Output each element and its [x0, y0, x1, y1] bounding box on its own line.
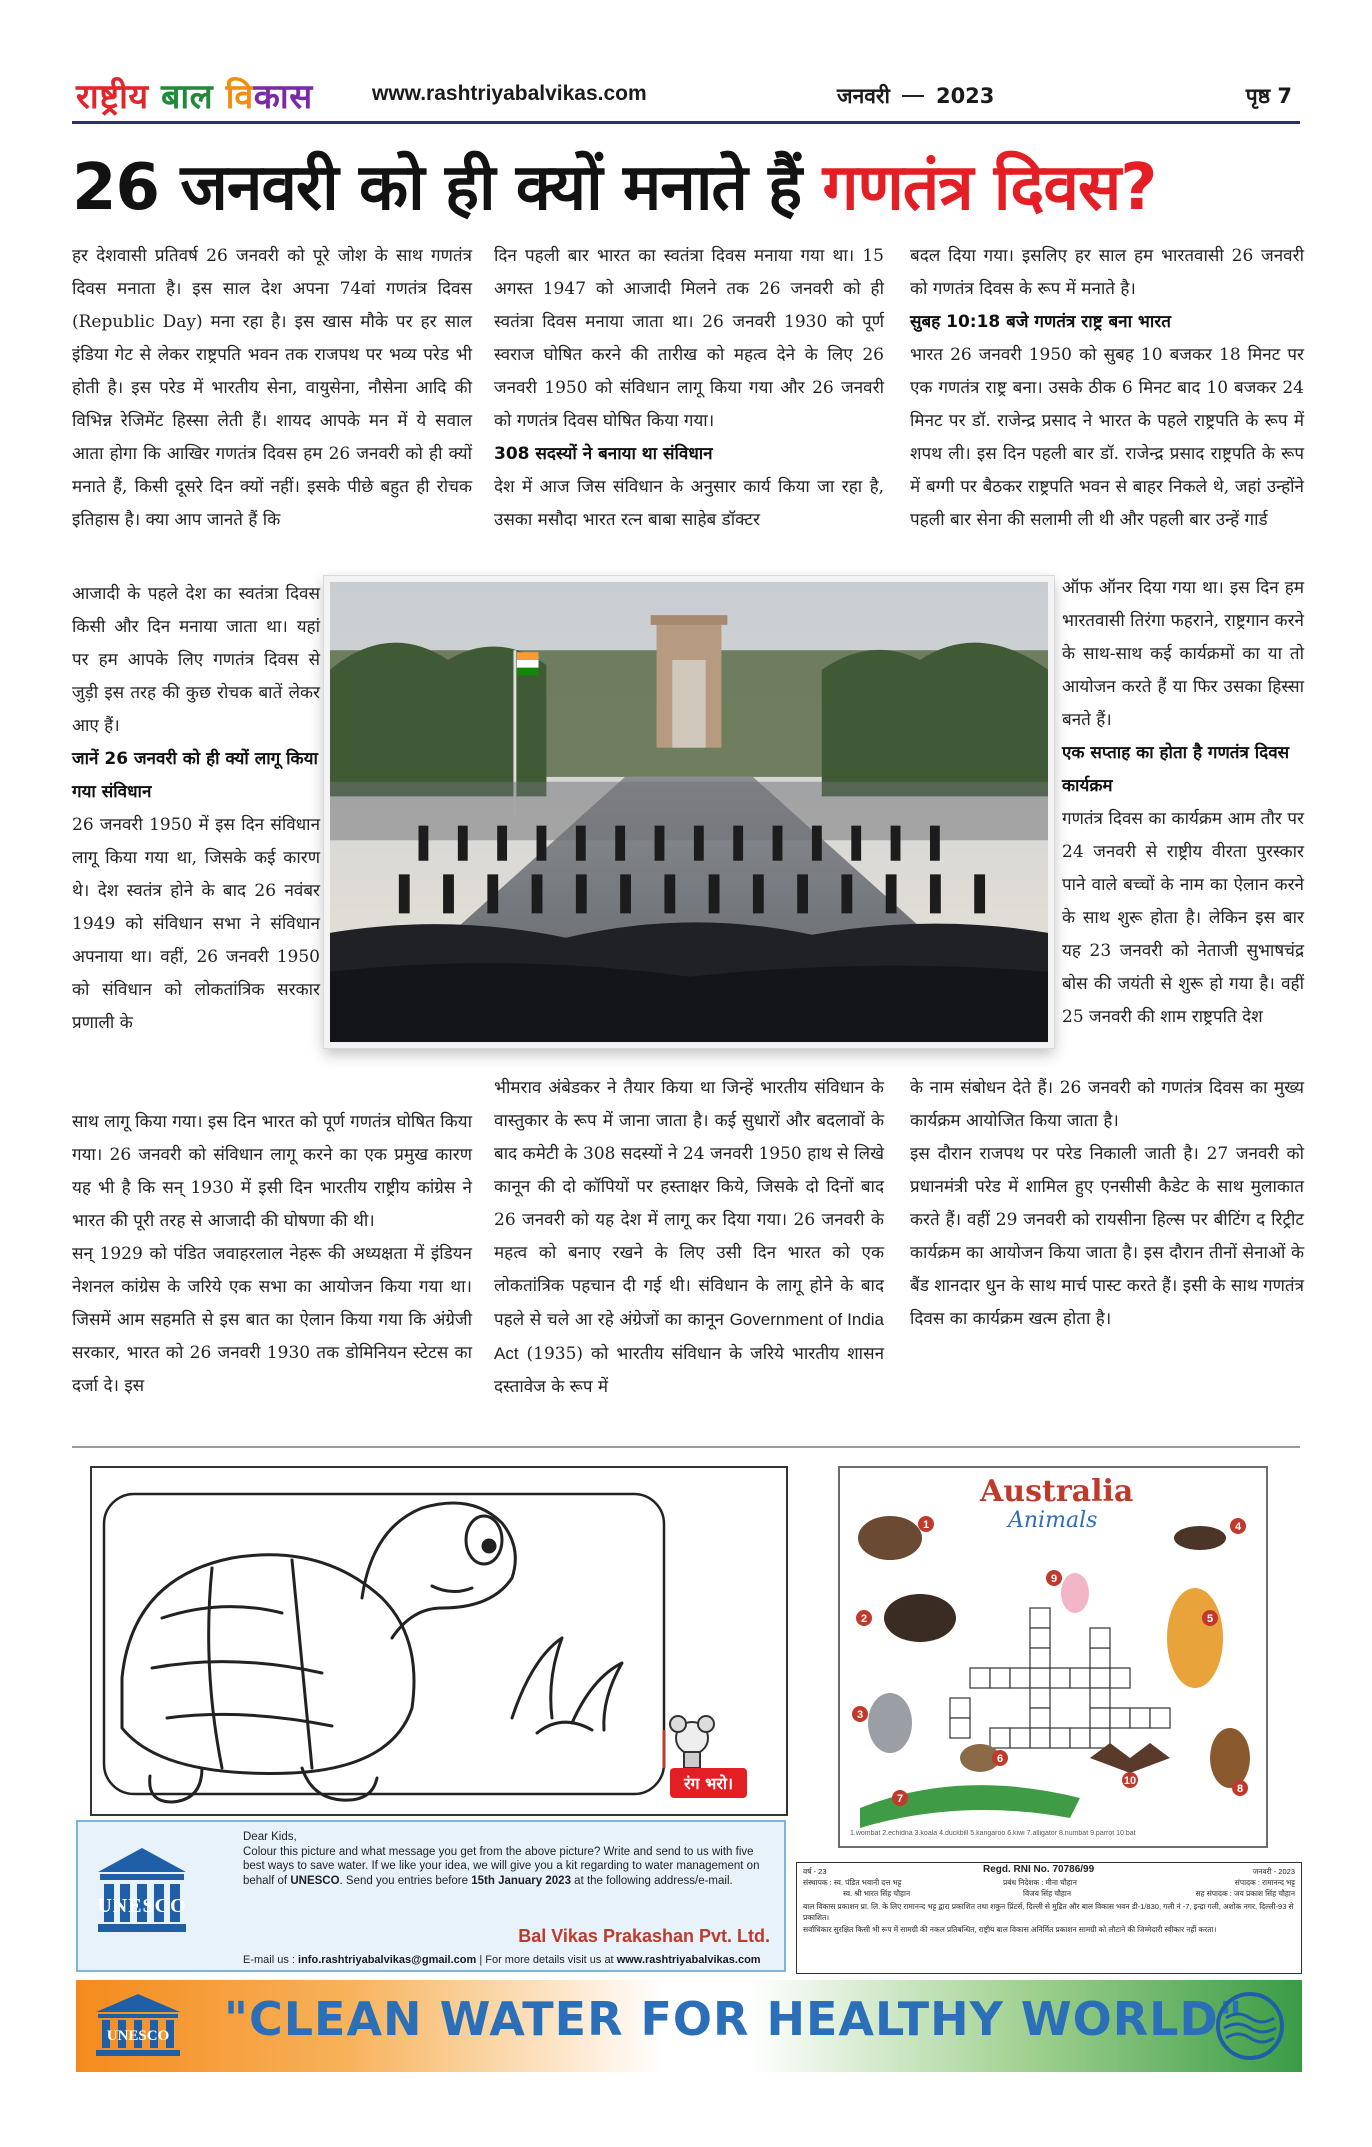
newspaper-logo[interactable]: राष्ट्रीय बाल विकास — [76, 77, 313, 117]
puzzle-number: 5 — [1206, 1613, 1214, 1625]
issue-year: 2023 — [935, 84, 995, 108]
paragraph: 26 जनवरी 1950 में इस दिन संविधान लागू किया गया था, जिसके कई कारण थे। देश स्वतंत्र होने के बाद 26 नवंबर 1949 को संविधान सभा ने संविधान अपनाया था। वहीं, 26 जनवरी 1950 को संविधान को लोकतांत्रिक सरकार प्रणाली के — [72, 815, 320, 1033]
kangaroo-drawing — [1167, 1588, 1223, 1688]
water-ring-icon — [1214, 1990, 1286, 2062]
paragraph: गणतंत्र दिवस का कार्यक्रम आम तौर पर 24 जनवरी से राष्ट्रीय वीरता पुरस्कार पाने वाले बच्चों के नाम का ऐलान करने के साथ शुरू होता है। लेकिन इस बार यह 23 जनवरी को नेताजी सुभाषचंद्र बोस की जयंती से शुरू हो गया है। वहीं 25 जनवरी की शाम राष्ट्रपति देश — [1062, 809, 1304, 1027]
letter-body — [243, 1830, 773, 1888]
article-column-2-top — [494, 240, 884, 537]
paragraph: इस दौरान राजपथ पर परेड निकाली जाती है। 27 जनवरी को प्रधानमंत्री परेड में शामिल हुए एनसीसी कैडेट के साथ मुलाकात करते हैं। वहीं 29 जनवरी को रायसीना हिल्स पर बीटिंग द रिट्रीट कार्यक्रम का आयोजन किया जाता है। इस दौरान तीनों सेनाओं के बैंड शानदार धुन के साथ मार्च पास्ट करते हैं। इसी के साथ गणतंत्र दिवस का कार्यक्रम खत्म होता है। — [910, 1144, 1304, 1329]
numbat-drawing — [1210, 1728, 1250, 1788]
imprint-row: स्व. श्री भारत सिंह चौहान विजय सिंह चौहान सह संपादक : जय प्रकाश सिंह चौहान — [843, 1889, 1295, 1898]
puzzle-number: 1 — [922, 1519, 930, 1531]
australia-animals-puzzle[interactable] — [838, 1466, 1268, 1848]
wombat-drawing — [858, 1516, 922, 1560]
letter-greeting: Dear Kids, — [243, 1831, 297, 1843]
puzzle-number: 8 — [1236, 1783, 1244, 1795]
section-divider — [72, 1446, 1300, 1448]
article-column-1-bottom — [72, 1106, 472, 1403]
headline-red: गणतंत्र दिवस? — [822, 151, 1157, 225]
website-footer-link[interactable]: www.rashtriyabalvikas.com — [616, 1954, 761, 1966]
colour-badge: रंग भरो। — [670, 1768, 747, 1798]
article-column-3-middle — [1062, 572, 1304, 1034]
article-column-3-top — [910, 240, 1304, 537]
subheading: 308 सदस्यों ने बनाया था संविधान — [494, 444, 713, 464]
article-column-1-middle — [72, 578, 320, 1040]
puzzle-subtitle: Animals — [1008, 1508, 1098, 1533]
issue-month: जनवरी — [837, 84, 890, 108]
email-link[interactable]: info.rashtriyabalvikas@gmail.com — [298, 1954, 477, 1966]
banner-logo-text: UNESCO — [106, 2028, 170, 2044]
letter-paragraph: Colour this picture and what message you get from the above picture? Write and send to us with five best ways to save water. If we like your idea, we will give you a kit regarding to water management on behalf of UNESCO. Send you entries before 15th January 2023 at the following address/e-mail. — [243, 1845, 760, 1887]
article-column-3-bottom — [910, 1072, 1304, 1336]
headline-black: 26 जनवरी को ही क्यों मनाते हैं — [72, 151, 802, 225]
parrot-drawing — [1061, 1573, 1089, 1613]
paragraph: साथ लागू किया गया। इस दिन भारत को पूर्ण गणतंत्र घोषित किया गया। 26 जनवरी को संविधान लागू करने का एक प्रमुख कारण यह भी है कि सन् 1930 में इसी दिन भारतीय राष्ट्रीय कांग्रेस ने भारत की पूरी तरह से आजादी की घोषणा की थी। — [72, 1112, 472, 1231]
puzzle-number: 9 — [1050, 1573, 1058, 1585]
imprint-address: बाल विकास प्रकाशन प्रा. लि. के लिए रामानन्द भट्ट द्वारा प्रकाशित तथा शकुन प्रिंटर्स, दिल्ली से मुद्रित और बाल विकास भवन डी-1/830, गली नं -7, इन्द्रा गली, अशोक नगर, दिल्ली-93 से प्रकाशित। — [803, 1902, 1294, 1922]
unesco-letter-box — [76, 1820, 786, 1972]
paragraph: भीमराव अंबेडकर ने तैयार किया था जिन्हें भारतीय संविधान के वास्तुकार के रूप में जाना जाता है। कई सुधारों और बदलावों के बाद कमेटी के 308 सदस्यों ने 24 जनवरी 1950 हाथ से लिखे कानून की दो कॉपियों पर हस्ताक्षर किये, जिसके दो दिनों बाद 26 जनवरी को यह देश में लागू कर दिया गया। 26 जनवरी के महत्व को बनाए रखने के लिए उसी दिन भारत को एक लोकतांत्रिक पहचान दी गई थी। संविधान के लागू होने के बाद पहले से चले आ रहे अंग्रेजों का कानून Government of India Act (1935) को भारतीय संविधान के जरिये भारतीय शासन दस्तावेज के रूप में — [494, 1078, 885, 1397]
clean-water-banner — [76, 1980, 1302, 2072]
echidna-drawing — [884, 1594, 956, 1642]
tortoise-outline — [92, 1468, 788, 1816]
paragraph: दिन पहली बार भारत का स्वतंत्रा दिवस मनाया गया था। 15 अगस्त 1947 को आजादी मिलने तक 26 जनवरी को ही स्वतंत्रा दिवस मनाया जाता था। 26 जनवरी 1930 को पूर्ण स्वराज घोषित करने की तारीख को महत्व देने के लिए 26 जनवरी 1950 को संविधान लागू किया गया और 26 जनवरी को गणतंत्र दिवस घोषित किया गया। — [494, 246, 884, 431]
subheading: सुबह 10:18 बजे गणतंत्र राष्ट्र बना भारत — [910, 312, 1171, 332]
website-link[interactable]: www.rashtriyabalvikas.com — [372, 82, 647, 105]
paragraph: ऑफ ऑनर दिया गया था। इस दिन हम भारतवासी तिरंगा फहराने, राष्ट्रगान करने के साथ-साथ कई कार्यक्रमों का या तो आयोजन करते हैं या फिर उसका हिस्सा बनते हैं। — [1062, 578, 1304, 730]
puzzle-title: Australia — [980, 1474, 1134, 1509]
unesco-temple-icon — [92, 1842, 192, 1942]
imprint-row: संस्थापक : स्व. पंडित भवानी दत्त भट्ट प्रबंध निदेशक : मीना चौहान संपादक : रामानन्द भट्ट — [803, 1878, 1295, 1887]
puzzle-number: 3 — [856, 1709, 864, 1721]
paragraph: सन् 1929 को पंडित जवाहरलाल नेहरू की अध्यक्षता में इंडियन नेशनल कांग्रेस के जरिये एक सभा का आयोजन किया गया था। जिसमें आम सहमति से इस बात का ऐलान किया गया कि अंग्रेजी सरकार, भारत को 26 जनवरी 1930 तक डोमिनियन स्टेटस का दर्जा दे। इस — [72, 1244, 472, 1396]
headline — [72, 148, 1312, 228]
date-separator — [902, 95, 924, 97]
article-column-1-top — [72, 240, 472, 537]
puzzle-number: 7 — [896, 1793, 904, 1805]
crossword-grid — [950, 1608, 1170, 1748]
mouse-mascot — [664, 1716, 714, 1768]
paragraph: हर देशवासी प्रतिवर्ष 26 जनवरी को पूरे जोश के साथ गणतंत्र दिवस मनाता है। इस साल देश अपना 74वां गणतंत्र दिवस (Republic Day) मना रहा है। इस खास मौके पर हर साल इंडिया गेट से लेकर राष्ट्रपति भवन तक राजपथ पर भव्य परेड भी होती है। इस परेड में भारतीय सेना, वायुसेना, नौसेना आदि की विभिन्न रेजिमेंट हिस्सा लेती हैं। शायद आपके मन में ये सवाल आता होगा कि आखिर गणतंत्र दिवस हम 26 जनवरी को ही क्यों मनाते हैं, किसी दूसरे दिन क्यों नहीं। इसके पीछे बहुत ही रोचक इतिहास है। क्या आप जानते हैं कि — [72, 246, 472, 530]
masthead — [72, 72, 1300, 124]
koala-drawing — [868, 1693, 912, 1753]
puzzle-number: 10 — [1123, 1775, 1137, 1787]
paragraph: आजादी के पहले देश का स्वतंत्रा दिवस किसी और दिन मनाया जाता था। यहां पर हम आपके लिए गणतंत्र दिवस से जुड़ी इस तरह की कुछ रोचक बातें लेकर आए हैं। — [72, 584, 320, 736]
puzzle-number: 4 — [1234, 1521, 1242, 1533]
parade-photo[interactable] — [324, 576, 1054, 1048]
colouring-activity[interactable] — [90, 1466, 788, 1816]
subheading: एक सप्ताह का होता है गणतंत्र दिवस कार्यक्रम — [1062, 743, 1290, 796]
unesco-logo-text: UNESCO — [97, 1895, 187, 1917]
imprint-rights: सर्वाधिकार सुरक्षित किसी भी रूप में सामग्री की नकल प्रतिबन्धित, राष्ट्रीय बाल विकास अनिर्मित प्रकाशन सामग्री को लौटाने की जिम्मेदारी स्वीकार नहीं करता। — [803, 1925, 1217, 1934]
paragraph: बदल दिया गया। इसलिए हर साल हम भारतवासी 26 जनवरी को गणतंत्र दिवस के रूप में मनाते है। — [910, 246, 1304, 299]
unesco-banner-icon — [92, 1992, 184, 2060]
duckbill-drawing — [1174, 1526, 1226, 1550]
imprint-box — [796, 1862, 1302, 1974]
banner-slogan: "CLEAN WATER FOR HEALTHY WORLD" — [224, 1992, 1244, 2046]
puzzle-number: 6 — [996, 1753, 1004, 1765]
paragraph: के नाम संबोधन देते हैं। 26 जनवरी को गणतंत्र दिवस का मुख्य कार्यक्रम आयोजित किया जाता है। — [910, 1078, 1304, 1131]
parade-illustration — [330, 582, 1048, 1042]
flag-saffron — [517, 652, 539, 660]
english-act-name: Government of India Act — [494, 1310, 885, 1363]
article-column-2-bottom — [494, 1072, 884, 1404]
issue-date — [837, 82, 994, 110]
subheading: जानें 26 जनवरी को ही क्यों लागू किया गया संविधान — [72, 749, 318, 802]
rni-number: Regd. RNI No. 70786/99 — [983, 1864, 1095, 1875]
page-number: पृष्ठ 7 — [1245, 84, 1292, 108]
puzzle-clues: 1.wombat 2.echidna 3.koala 4.duckbill 5.kangaroo 6.kiwi 7.alligator 8.numbat 9.parrot 10.bat — [850, 1830, 1136, 1837]
alligator-drawing — [860, 1785, 1080, 1828]
puzzle-number: 2 — [860, 1613, 868, 1625]
contact-line: E-mail us : info.rashtriyabalvikas@gmail.com | For more details visit us at www.rashtriyabalvikas.com — [243, 1954, 761, 1966]
paragraph: भारत 26 जनवरी 1950 को सुबह 10 बजकर 18 मिनट पर एक गणतंत्र राष्ट्र बना। उसके ठीक 6 मिनट बाद 10 बजकर 24 मिनट पर डॉ. राजेन्द्र प्रसाद ने भारत के पहले राष्ट्रपति के रूप में शपथ ली। इस दिन पहली बार डॉ. राजेन्द्र प्रसाद राष्ट्रपति के रूप में बग्गी पर बैठकर राष्ट्रपति भवन से बाहर निकले थे, जहां उन्होंने पहली बार सेना की सलामी ली थी और पहली बार उन्हें गार्ड — [910, 345, 1304, 530]
paragraph: देश में आज जिस संविधान के अनुसार कार्य किया जा रहा है, उसका मसौदा भारत रत्न बाबा साहेब डॉक्टर — [494, 477, 884, 530]
imprint-row: वर्ष - 23 Regd. RNI No. 70786/99 जनवरी - 2023 — [803, 1864, 1295, 1876]
publisher-name: Bal Vikas Prakashan Pvt. Ltd. — [518, 1926, 770, 1946]
